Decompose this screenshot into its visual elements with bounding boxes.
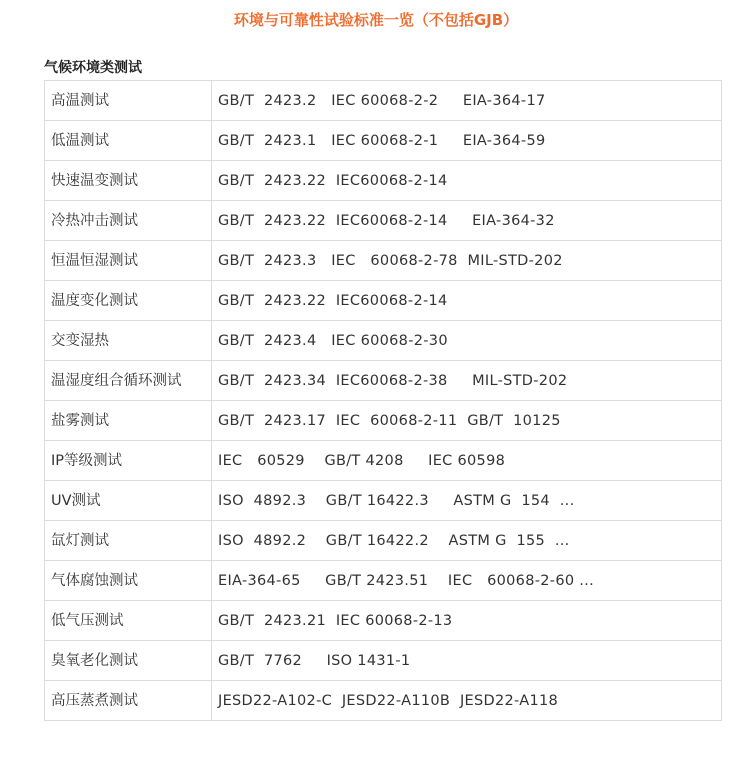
standards-cell: IEC 60529 GB/T 4208 IEC 60598 (212, 441, 722, 481)
test-name-cell: UV测试 (45, 481, 212, 521)
table-row (45, 681, 722, 721)
table-row (45, 121, 722, 161)
table-row (45, 641, 722, 681)
test-name-cell: 高压蒸煮测试 (45, 681, 212, 721)
test-name-cell: 低温测试 (45, 121, 212, 161)
standards-table (44, 80, 722, 721)
standards-cell: EIA-364-65 GB/T 2423.51 IEC 60068-2-60 ... (212, 561, 722, 601)
table-row (45, 561, 722, 601)
test-name-cell: 温度变化测试 (45, 281, 212, 321)
table-row (45, 161, 722, 201)
standards-cell: GB/T 2423.22 IEC60068-2-14 EIA-364-32 (212, 201, 722, 241)
table-row (45, 81, 722, 121)
page-title: 环境与可靠性试验标准一览（不包括GJB） (233, 11, 519, 29)
test-name-cell: 气体腐蚀测试 (45, 561, 212, 601)
table-row (45, 521, 722, 561)
standards-cell: GB/T 2423.2 IEC 60068-2-2 EIA-364-17 (212, 81, 722, 121)
test-name-cell: 冷热冲击测试 (45, 201, 212, 241)
standards-cell: GB/T 7762 ISO 1431-1 (212, 641, 722, 681)
test-name-cell: 恒温恒湿测试 (45, 241, 212, 281)
table-row (45, 201, 722, 241)
table-row (45, 281, 722, 321)
test-name-cell: 温湿度组合循环测试 (45, 361, 212, 401)
standards-cell: GB/T 2423.34 IEC60068-2-38 MIL-STD-202 (212, 361, 722, 401)
standards-cell: GB/T 2423.3 IEC 60068-2-78 MIL-STD-202 (212, 241, 722, 281)
standards-cell: GB/T 2423.17 IEC 60068-2-11 GB/T 10125 (212, 401, 722, 441)
test-name-cell: 氙灯测试 (45, 521, 212, 561)
test-name-cell: 臭氧老化测试 (45, 641, 212, 681)
standards-cell: ISO 4892.3 GB/T 16422.3 ASTM G 154 ... (212, 481, 722, 521)
test-name-cell: 高温测试 (45, 81, 212, 121)
standards-cell: ISO 4892.2 GB/T 16422.2 ASTM G 155 ... (212, 521, 722, 561)
table-row (45, 441, 722, 481)
test-name-cell: 盐雾测试 (45, 401, 212, 441)
standards-cell: GB/T 2423.21 IEC 60068-2-13 (212, 601, 722, 641)
table-row (45, 601, 722, 641)
standards-cell: GB/T 2423.4 IEC 60068-2-30 (212, 321, 722, 361)
table-row (45, 361, 722, 401)
standards-cell: JESD22-A102-C JESD22-A110B JESD22-A118 (212, 681, 722, 721)
test-name-cell: 快速温变测试 (45, 161, 212, 201)
table-row (45, 241, 722, 281)
table-row (45, 481, 722, 521)
test-name-cell: IP等级测试 (45, 441, 212, 481)
standards-cell: GB/T 2423.1 IEC 60068-2-1 EIA-364-59 (212, 121, 722, 161)
table-row (45, 401, 722, 441)
test-name-cell: 低气压测试 (45, 601, 212, 641)
test-name-cell: 交变湿热 (45, 321, 212, 361)
standards-cell: GB/T 2423.22 IEC60068-2-14 (212, 161, 722, 201)
section-heading: 气候环境类测试 (44, 60, 142, 76)
standards-table-body (45, 81, 722, 721)
standards-cell: GB/T 2423.22 IEC60068-2-14 (212, 281, 722, 321)
table-row (45, 321, 722, 361)
